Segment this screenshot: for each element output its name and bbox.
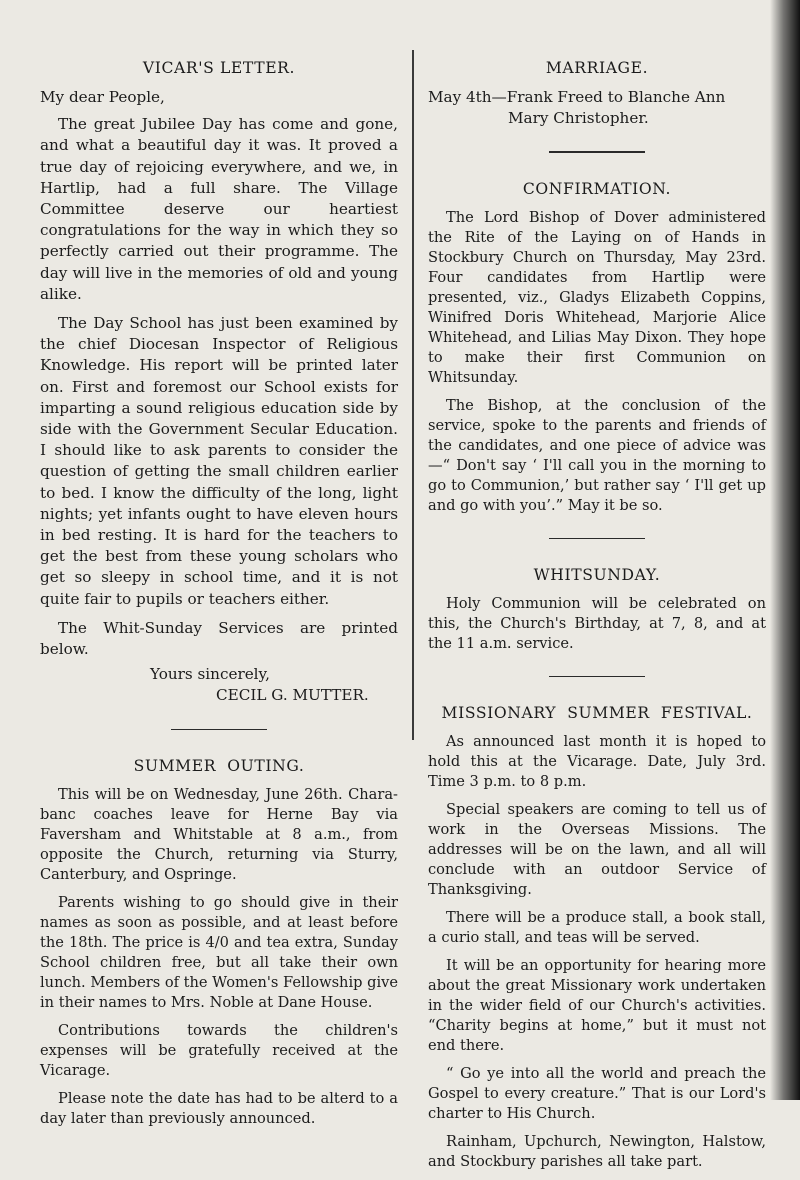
vicars-letter-paragraph: The Day School has just been examined by the chief Diocesan Inspector of Religious Knowledge. His report will be printed later on. First and foremost our School exists for imparting a sound religious education side by side with the Government Secular Education. I should like to ask parents to consider the question of getting the small children earlier to bed. I know the difficulty of the long, light nights; yet infants ought to have eleven hours in bed resting. It is hard for the teachers to get the best from these young scholars who get so sleepy in school time, and it is not quite fair to pupils or teachers either.: [40, 314, 398, 608]
vicars-letter-paragraph: The great Jubilee Day has come and gone, and what a beautiful day it was. It proved a true day of rejoicing everywhere, and we, in Hartlip, had a full share. The Village Committee deserve our heartiest congratulations for the way in which they so perfectly carried out their programme. The day will live in the memories of old and young alike.: [40, 115, 398, 303]
whitsunday-paragraph: Holy Communion will be celebrated on this, the Church's Birthday, at 7, 8, and at the 11 a.m. service.: [428, 594, 766, 652]
vicars-letter-signature: CECIL G. MUTTER.: [216, 686, 369, 705]
whitsunday-section: [428, 565, 766, 654]
confirmation-title: CONFIRMATION.: [522, 179, 672, 198]
marriage-entry-line1: May 4th—Frank Freed to Blanche Ann: [428, 88, 726, 106]
right-column: [428, 58, 766, 1180]
missionary-festival-paragraph: It will be an opportunity for hearing more about the great Missionary work undertaken in the wider field of our Church's activities. “Charity begins at home,” but it must not end there.: [428, 956, 766, 1054]
vicars-letter-salutation: My dear People,: [40, 88, 165, 106]
summer-outing-paragraph: This will be on Wednesday, June 26th. Chara-banc coaches leave for Herne Bay via Faversham and Whitstable at 8 a.m., from opposite the Church, returning via Sturry, Canterbury, and Ospringe.: [40, 785, 398, 883]
section-rule: [549, 538, 645, 539]
summer-outing-paragraph: Parents wishing to go should give in their names as soon as possible, and at least before the 18th. The price is 4/0 and tea extra, Sunday School children free, but all take their own lunch. Members of the Women's Fellowship give in their names to Mrs. Noble at Dane House.: [40, 893, 398, 1011]
column-divider: [412, 50, 414, 740]
section-rule: [549, 151, 645, 152]
missionary-festival-paragraph: As announced last month it is hoped to hold this at the Vicarage. Date, July 3rd. Time 3 p.m. to 8 p.m.: [428, 732, 766, 790]
page-edge-shadow: [770, 0, 800, 1100]
missionary-festival-title: MISSIONARY SUMMER FESTIVAL.: [441, 703, 753, 722]
confirmation-section: [428, 179, 766, 516]
missionary-festival-section: [428, 703, 766, 1172]
summer-outing-section: [40, 756, 398, 1129]
vicars-letter-paragraph: The Whit-Sunday Services are printed below.: [40, 618, 398, 659]
marriage-title: MARRIAGE.: [545, 59, 649, 77]
marriage-section: [428, 58, 766, 129]
missionary-festival-paragraph: “ Go ye into all the world and preach the Gospel to every creature.” That is our Lord's charter to His Church.: [428, 1064, 766, 1122]
missionary-festival-paragraph: Rainham, Upchurch, Newington, Halstow, and Stockbury parishes all take part.: [428, 1132, 766, 1170]
summer-outing-title: SUMMER OUTING.: [133, 756, 305, 775]
missionary-festival-paragraph: Special speakers are coming to tell us of work in the Overseas Missions. The addresses will be on the lawn, and all will conclude with an outdoor Service of Thanksgiving.: [428, 800, 766, 898]
missionary-festival-paragraph: There will be a produce stall, a book stall, a curio stall, and teas will be served.: [428, 908, 766, 946]
whitsunday-title: WHITSUNDAY.: [533, 565, 661, 584]
left-column: [40, 58, 398, 1137]
confirmation-paragraph: The Lord Bishop of Dover administered the Rite of the Laying on of Hands in Stockbury Church on Thursday, May 23rd. Four candidates from Hartlip were presented, viz., Gladys Elizabeth Coppins, Winifred Doris Whitehead, Marjorie Alice Whitehead, and Lilias May Dixon. They hope to make their first Communion on Whitsunday.: [428, 208, 766, 386]
confirmation-paragraph: The Bishop, at the conclusion of the service, spoke to the parents and friends of the candidates, and one piece of advice was—“ Don't say ‘ I'll call you in the morning to go to Communion,’ but rather say ‘ I'll get up and go with you’.” May it be so.: [428, 396, 766, 514]
section-rule: [549, 676, 645, 677]
vicars-letter-closing: Yours sincerely,: [150, 665, 270, 684]
summer-outing-paragraph: Contributions towards the children's expenses will be gratefully received at the Vicarage.: [40, 1021, 398, 1079]
vicars-letter-section: [40, 58, 398, 707]
marriage-entry-line2: Mary Christopher.: [508, 109, 649, 128]
vicars-letter-title: VICAR'S LETTER.: [142, 59, 296, 77]
section-rule: [171, 729, 267, 730]
summer-outing-paragraph: Please note the date has had to be alterd to a day later than previously announced.: [40, 1089, 398, 1127]
